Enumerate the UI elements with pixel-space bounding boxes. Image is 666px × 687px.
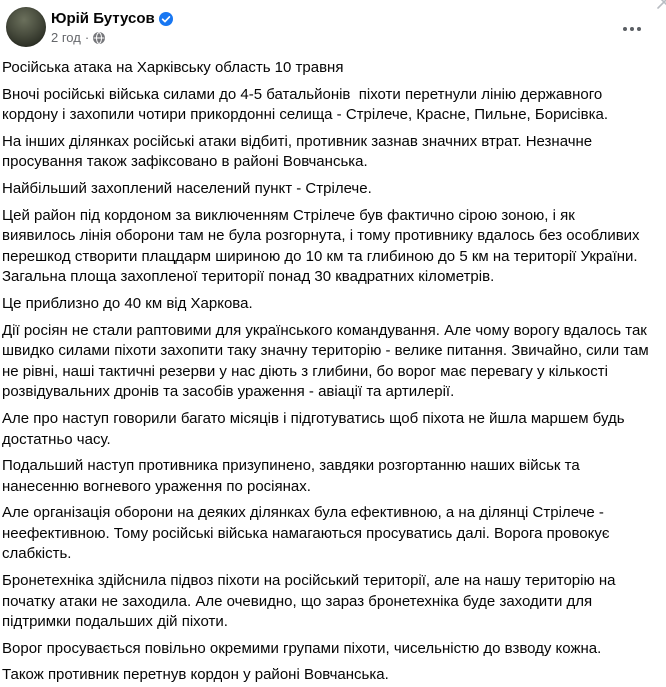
post-paragraph: Подальший наступ противника призупинено, завдяки розгортанню наших військ та нанесенню вогневого ураження по росіянах. xyxy=(2,457,584,495)
post-paragraph: Це приблизно до 40 км від Харкова. xyxy=(2,294,253,312)
post-paragraph: Бронетехніка здійснила підвоз піхоти на російський території, але на нашу територію на початку атаки не заходила. Але очевидно, що зараз бронетехніка буде заходити для підтримки подальших дій піхоти. xyxy=(2,572,620,631)
post-paragraph: Ворог просувається повільно окремими групами піхоти, чисельністю до взводу кожна. xyxy=(2,639,602,657)
ellipsis-dot xyxy=(637,27,641,31)
author-name[interactable]: Юрій Бутусов xyxy=(51,10,155,27)
timestamp-separator: · xyxy=(84,30,90,45)
post-header-info xyxy=(51,7,173,46)
globe-privacy-icon xyxy=(93,32,105,44)
post-paragraph: Найбільший захоплений населений пункт - Стрілече. xyxy=(2,179,372,197)
post-paragraph: Дії росіян не стали раптовими для українського командування. Але чому ворогу вдалось так швидко силами піхоти захопити таку значну територію - велике питання. Звичайно, сили там не рівні, наші тактичні резерви у нас діють з глибини, бо ворог має перевагу у кількості розвідувальних дронів та засобів ураження - авіації та артилерії. xyxy=(2,321,653,401)
post-paragraph: На інших ділянках російські атаки відбиті, противник зазнав значних втрат. Незначне просування також зафіксовано в районі Вовчанська. xyxy=(2,132,597,171)
post-meta-row xyxy=(51,30,173,46)
post-paragraph: Вночі російські війська силами до 4-5 батальйонів піхоти перетнули лінію державного кордону і захопили чотири прикордонні селища - Стрілече, Красне, Пильне, Борисівка. xyxy=(2,85,608,124)
ellipsis-dot xyxy=(630,27,634,31)
post-paragraph: Але організація оборони на деяких ділянках була ефективною, а на ділянці Стрілече - неефективною. Тому російські війська намагаються просуватись далі. Ворога провокує слабкість. xyxy=(2,504,614,563)
post-paragraph: Російська атака на Харківську область 10 травня xyxy=(2,59,344,76)
author-row xyxy=(51,9,173,28)
post-paragraph: Також противник перетнув кордон у районі Вовчанська. xyxy=(2,666,389,684)
ellipsis-dot xyxy=(623,27,627,31)
avatar[interactable] xyxy=(6,7,46,47)
verified-badge-icon xyxy=(159,12,173,26)
post-paragraph: Цей район під кордоном за виключенням Стрілече був фактично сірою зоною, і як виявилось лінія оборони там не була розгорнута, і тому противнику вдалось без особливих перешкод створити плацдарм шириною до 10 км та глибиною до 5 км на території України. Загальна площа захопленої території понад 30 квадратних кілометрів. xyxy=(2,206,644,286)
post-header xyxy=(0,0,666,47)
post-timestamp[interactable]: 2 год xyxy=(51,30,81,45)
post-text xyxy=(0,47,666,686)
close-icon[interactable] xyxy=(655,0,666,11)
post-paragraph: Але про наступ говорили багато місяців і підготуватись щоб піхота не йшла маршем будь достатньо часу. xyxy=(2,409,629,448)
post-options-button[interactable] xyxy=(620,20,644,38)
